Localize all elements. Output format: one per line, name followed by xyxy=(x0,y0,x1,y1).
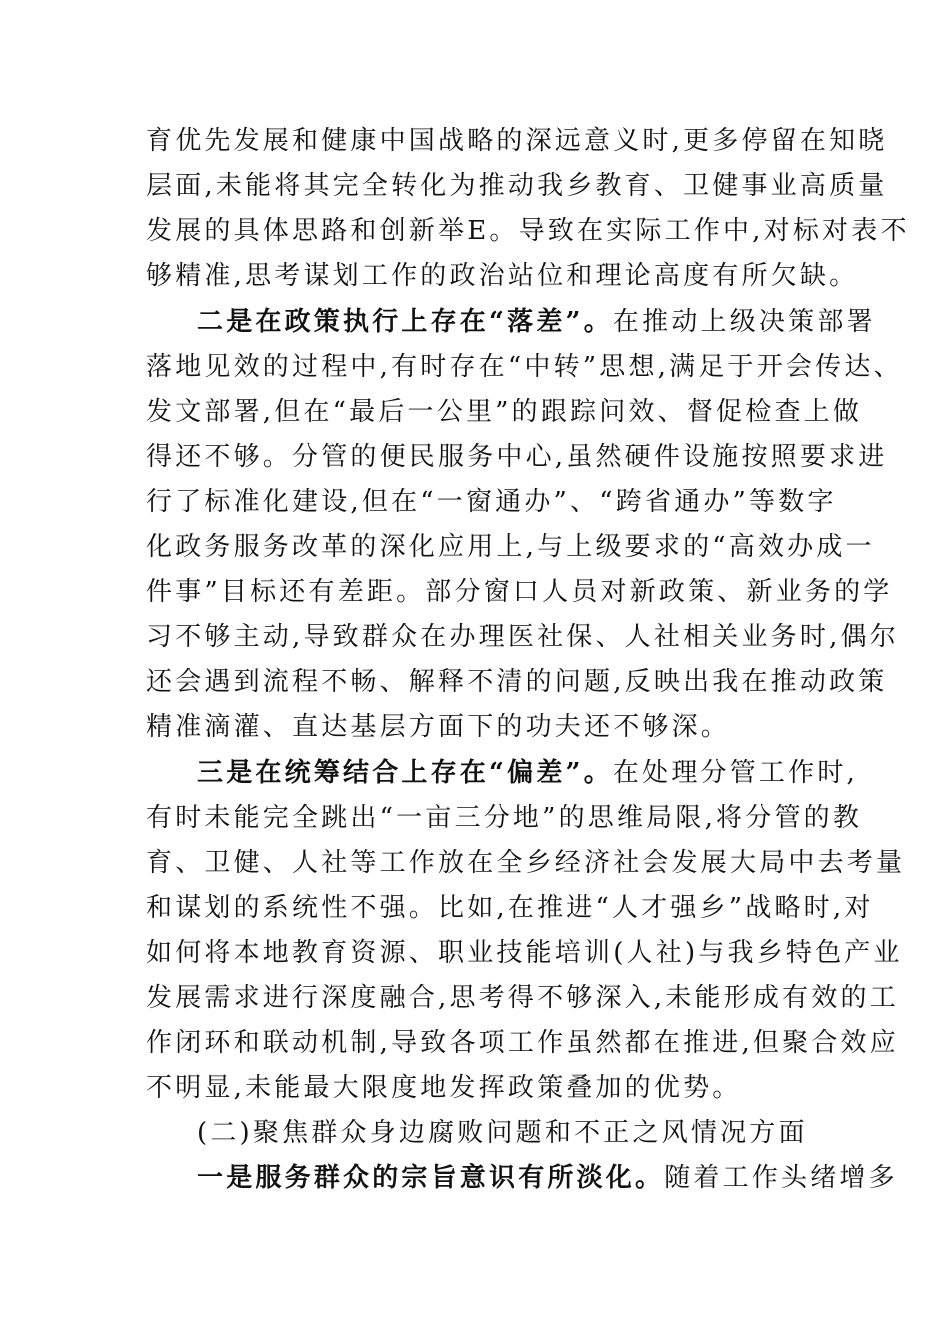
text-line: 和谋划的系统性不强。比如,在推进“人才强乡”战略时,对 xyxy=(146,893,874,923)
text-line: 育、卫健、人社等工作放在全乡经济社会发展大局中去考量 xyxy=(146,848,906,878)
text-line: 不明显,未能最大限度地发挥政策叠加的优势。 xyxy=(146,1073,742,1103)
text-line: 育优先发展和健康中国战略的深远意义时,更多停留在知晓 xyxy=(146,126,888,156)
paragraph-text: 在处理分管工作时, xyxy=(612,758,858,788)
paragraph-heading: 一是服务群众的宗旨意识有所淡化。 xyxy=(197,1163,665,1193)
text-line: 得还不够。分管的便民服务中心,虽然硬件设施按照要求进 xyxy=(146,442,888,472)
text-line: 发文部署,但在“最后一公里”的跟踪问效、督促检查上做 xyxy=(146,397,863,427)
paragraph-first-line xyxy=(197,1162,898,1194)
paragraph-first-line xyxy=(197,757,858,789)
paragraph-heading: 三是在统筹结合上存在“偏差”。 xyxy=(197,758,613,788)
text-line: 够精准,思考谋划工作的政治站位和理论高度有所欠缺。 xyxy=(146,261,859,291)
text-line: 层面,未能将其完全转化为推动我乡教育、卫健事业高质量 xyxy=(146,171,888,201)
text-line: 习不够主动,导致群众在办理医社保、人社相关业务时,偶尔 xyxy=(146,622,899,652)
paragraph-text: 随着工作头绪增多 xyxy=(664,1163,898,1193)
text-line: 还会遇到流程不畅、解释不清的问题,反映出我在推动政策 xyxy=(146,667,888,697)
paragraph-first-line xyxy=(197,306,876,338)
text-line: 件事”目标还有差距。部分窗口人员对新政策、新业务的学 xyxy=(146,577,893,607)
text-line: 发展的具体思路和创新举E。导致在实际工作中,对标对表不 xyxy=(146,216,910,246)
paragraph-heading: 二是在政策执行上存在“落差”。 xyxy=(197,307,613,337)
section-heading: (二)聚焦群众身边腐败问题和不正之风情况方面 xyxy=(197,1118,808,1148)
text-line: 化政务服务改革的深化应用上,与上级要求的“高效办成一 xyxy=(146,532,875,562)
text-line: 落地见效的过程中,有时存在“中转”思想,满足于开会传达、 xyxy=(146,352,903,382)
text-line: 如何将本地教育资源、职业技能培训(人社)与我乡特色产业 xyxy=(146,938,903,968)
text-line: 发展需求进行深度融合,思考得不够深入,未能形成有效的工 xyxy=(146,983,899,1013)
text-line: 有时未能完全跳出“一亩三分地”的思维局限,将分管的教 xyxy=(146,803,863,833)
text-line: 精准滴灌、直达基层方面下的功夫还不够深。 xyxy=(146,712,731,742)
text-line: 作闭环和联动机制,导致各项工作虽然都在推进,但聚合效应 xyxy=(146,1028,899,1058)
text-line: 行了标准化建设,但在“一窗通办”、“跨省通办”等数字 xyxy=(146,487,837,517)
paragraph-text: 在推动上级决策部署 xyxy=(612,307,876,337)
